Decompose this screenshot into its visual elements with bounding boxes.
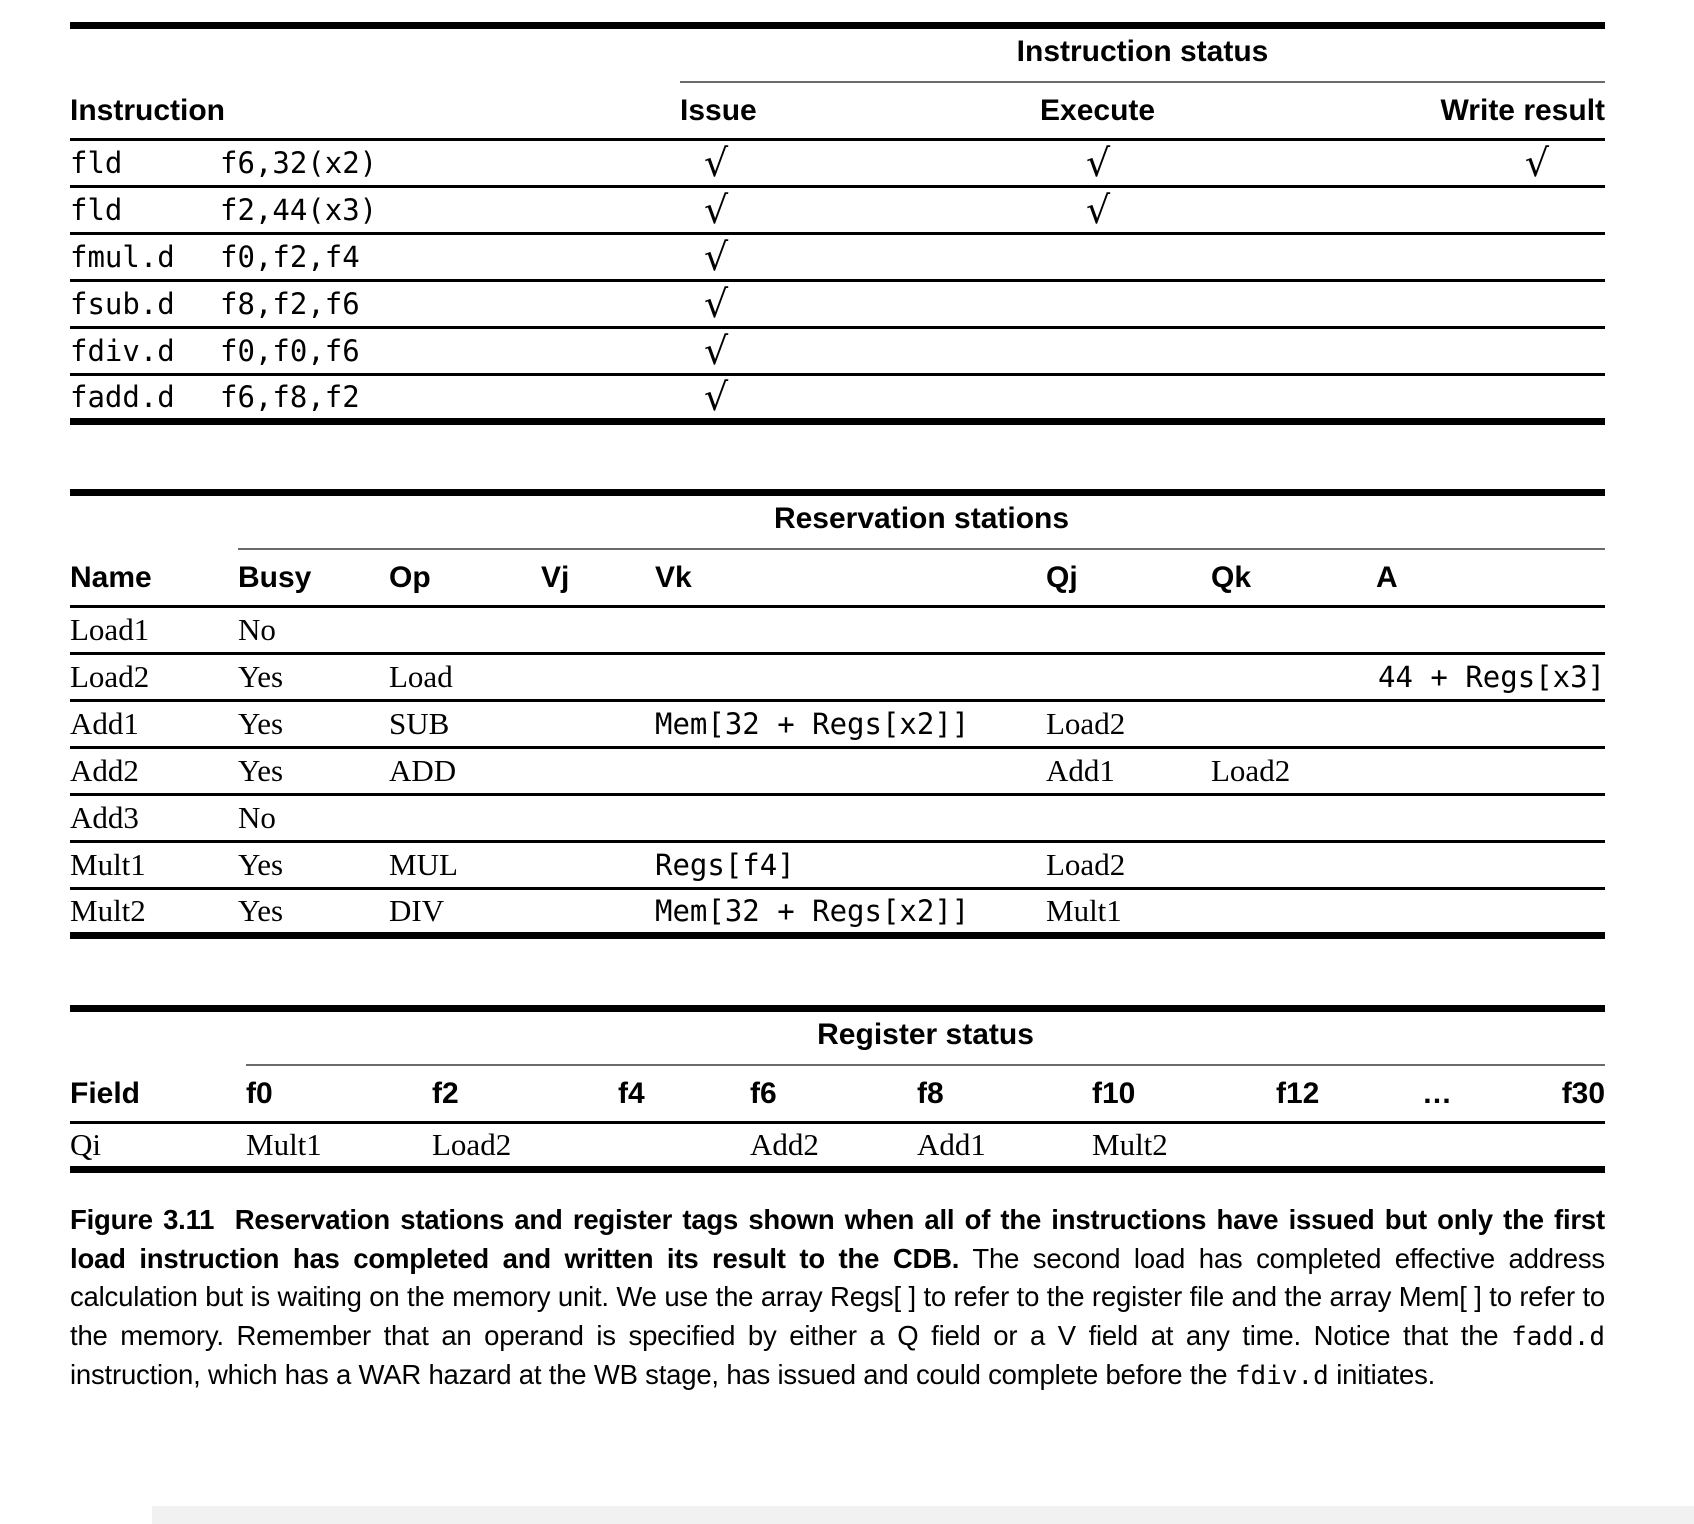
- col-header-vk: Vk: [655, 549, 1046, 607]
- rs-name: Add2: [70, 748, 238, 795]
- figure-content: [70, 0, 1605, 1396]
- execute-checkmark: √: [1040, 187, 1437, 234]
- rs-vk: Regs[f4]: [655, 842, 1046, 889]
- register-status-title: Register status: [246, 1009, 1605, 1065]
- col-header-f8: f8: [917, 1065, 1092, 1123]
- col-header-f2: f2: [432, 1065, 618, 1123]
- rs-qj: Load2: [1046, 701, 1211, 748]
- rs-qj: [1046, 607, 1211, 654]
- rs-busy: No: [238, 795, 389, 842]
- table-row: [70, 234, 1605, 281]
- table-header-row: [70, 1065, 1605, 1123]
- rs-qk: [1211, 607, 1376, 654]
- caption-text-2: instruction, which has a WAR hazard at the WB stage, has issued and could complete before the: [70, 1359, 1228, 1390]
- qi-f0: Mult1: [246, 1123, 432, 1170]
- rs-busy: Yes: [238, 889, 389, 936]
- rs-vj: [541, 701, 655, 748]
- rs-name: Add3: [70, 795, 238, 842]
- issue-checkmark: √: [680, 281, 1040, 328]
- col-header-f12: f12: [1276, 1065, 1422, 1123]
- register-status-table: [70, 1005, 1605, 1173]
- rs-op: Load: [389, 654, 541, 701]
- rs-a: [1376, 607, 1605, 654]
- rs-qj: Mult1: [1046, 889, 1211, 936]
- col-header-write-result: Write result: [1437, 82, 1605, 140]
- table-row: [70, 607, 1605, 654]
- instr-operands: f0,f0,f6: [220, 328, 680, 375]
- instr-operands: f0,f2,f4: [220, 234, 680, 281]
- qi-f12: [1276, 1123, 1422, 1170]
- rs-name: Load2: [70, 654, 238, 701]
- table-title-row: [70, 1009, 1605, 1065]
- rs-vj: [541, 607, 655, 654]
- rs-vj: [541, 842, 655, 889]
- rs-vj: [541, 795, 655, 842]
- table-row: [70, 140, 1605, 187]
- qi-f4: [618, 1123, 750, 1170]
- col-header-qj: Qj: [1046, 549, 1211, 607]
- write-checkmark: √: [1437, 140, 1605, 187]
- rs-vj: [541, 654, 655, 701]
- issue-checkmark: √: [680, 375, 1040, 422]
- table-row: [70, 701, 1605, 748]
- rs-busy: No: [238, 607, 389, 654]
- instr-opcode: fdiv.d: [70, 328, 220, 375]
- rs-a: [1376, 795, 1605, 842]
- qi-f6: Add2: [750, 1123, 917, 1170]
- rs-vk: [655, 748, 1046, 795]
- caption-text-1: The second load has completed effective address calculation but is waiting on the memory unit. We use the array Regs[ ] to refer to the register file and the array Mem[ ] to refer to the memory. Remember that an operand is specified by either a Q field or a V field at any time. Notice that the: [70, 1242, 1605, 1351]
- reservation-stations-title: Reservation stations: [238, 493, 1605, 549]
- instr-opcode: fld: [70, 140, 220, 187]
- reservation-stations-table: [70, 489, 1605, 939]
- rs-qk: Load2: [1211, 748, 1376, 795]
- caption-code-fadd: fadd.d: [1511, 1321, 1605, 1352]
- rs-op: ADD: [389, 748, 541, 795]
- write-checkmark: [1437, 328, 1605, 375]
- qi-f30: [1542, 1123, 1605, 1170]
- col-header-qk: Qk: [1211, 549, 1376, 607]
- col-header-field: Field: [70, 1065, 246, 1123]
- rs-qk: [1211, 701, 1376, 748]
- table-row: [70, 187, 1605, 234]
- instr-opcode: fadd.d: [70, 375, 220, 422]
- table-row: [70, 748, 1605, 795]
- table-row: [70, 375, 1605, 422]
- col-header-execute: Execute: [1040, 82, 1437, 140]
- rs-qj: [1046, 795, 1211, 842]
- rs-a: 44 + Regs[x3]: [1376, 654, 1605, 701]
- rs-name: Mult1: [70, 842, 238, 889]
- rs-qk: [1211, 795, 1376, 842]
- caption-bold-text: Reservation stations and register tags shown when all of the instructions have issued but only the first load instruction has completed and written its result to the CDB.: [70, 1204, 1605, 1274]
- instr-opcode: fld: [70, 187, 220, 234]
- rs-a: [1376, 748, 1605, 795]
- qi-row-label: Qi: [70, 1123, 246, 1170]
- rs-op: MUL: [389, 842, 541, 889]
- table-row: [70, 795, 1605, 842]
- instr-operands: f8,f2,f6: [220, 281, 680, 328]
- col-header-vj: Vj: [541, 549, 655, 607]
- execute-checkmark: [1040, 375, 1437, 422]
- page-edge-shadow: [152, 1506, 1694, 1524]
- instruction-status-table: [70, 22, 1605, 425]
- rs-name: Add1: [70, 701, 238, 748]
- rs-qj: [1046, 654, 1211, 701]
- col-header-f4: f4: [618, 1065, 750, 1123]
- col-header-f30: f30: [1542, 1065, 1605, 1123]
- table-row: [70, 1123, 1605, 1170]
- rs-vk: Mem[32 + Regs[x2]]: [655, 701, 1046, 748]
- instr-opcode: fmul.d: [70, 234, 220, 281]
- table-row: [70, 654, 1605, 701]
- rs-a: [1376, 889, 1605, 936]
- col-header-issue: Issue: [680, 82, 1040, 140]
- execute-checkmark: [1040, 328, 1437, 375]
- write-checkmark: [1437, 281, 1605, 328]
- table-header-row: [70, 82, 1605, 140]
- rs-vk: [655, 654, 1046, 701]
- qi-f8: Add1: [917, 1123, 1092, 1170]
- instr-operands: f2,44(x3): [220, 187, 680, 234]
- table-title-row: [70, 493, 1605, 549]
- col-header-f6: f6: [750, 1065, 917, 1123]
- col-header-op: Op: [389, 549, 541, 607]
- instr-operands: f6,32(x2): [220, 140, 680, 187]
- table-title-row: [70, 26, 1605, 82]
- rs-op: SUB: [389, 701, 541, 748]
- issue-checkmark: √: [680, 140, 1040, 187]
- instr-operands: f6,f8,f2: [220, 375, 680, 422]
- caption-figure-label: Figure 3.11: [70, 1204, 215, 1235]
- execute-checkmark: [1040, 234, 1437, 281]
- qi-f10: Mult2: [1092, 1123, 1276, 1170]
- rs-busy: Yes: [238, 654, 389, 701]
- rs-qk: [1211, 889, 1376, 936]
- rs-vj: [541, 889, 655, 936]
- write-checkmark: [1437, 187, 1605, 234]
- execute-checkmark: [1040, 281, 1437, 328]
- rs-name: Load1: [70, 607, 238, 654]
- caption-code-fdiv: fdiv.d: [1234, 1361, 1329, 1391]
- table-header-row: [70, 549, 1605, 607]
- col-header-ellipsis: …: [1422, 1065, 1542, 1123]
- rs-busy: Yes: [238, 748, 389, 795]
- rs-op: [389, 795, 541, 842]
- col-header-name: Name: [70, 549, 238, 607]
- rs-vk: [655, 795, 1046, 842]
- rs-op: DIV: [389, 889, 541, 936]
- caption-text-3: initiates.: [1336, 1359, 1436, 1390]
- rs-vk: [655, 607, 1046, 654]
- col-header-f10: f10: [1092, 1065, 1276, 1123]
- rs-qj: Add1: [1046, 748, 1211, 795]
- rs-qk: [1211, 654, 1376, 701]
- rs-a: [1376, 842, 1605, 889]
- instruction-status-title: Instruction status: [680, 26, 1605, 82]
- col-header-busy: Busy: [238, 549, 389, 607]
- instr-opcode: fsub.d: [70, 281, 220, 328]
- rs-vj: [541, 748, 655, 795]
- col-header-f0: f0: [246, 1065, 432, 1123]
- issue-checkmark: √: [680, 328, 1040, 375]
- table-row: [70, 889, 1605, 936]
- rs-name: Mult2: [70, 889, 238, 936]
- issue-checkmark: √: [680, 234, 1040, 281]
- col-header-instruction: Instruction: [70, 82, 680, 140]
- table-row: [70, 328, 1605, 375]
- qi-ellipsis: [1422, 1123, 1542, 1170]
- rs-op: [389, 607, 541, 654]
- execute-checkmark: √: [1040, 140, 1437, 187]
- write-checkmark: [1437, 234, 1605, 281]
- table-row: [70, 842, 1605, 889]
- rs-a: [1376, 701, 1605, 748]
- issue-checkmark: √: [680, 187, 1040, 234]
- rs-qj: Load2: [1046, 842, 1211, 889]
- rs-qk: [1211, 842, 1376, 889]
- qi-f2: Load2: [432, 1123, 618, 1170]
- write-checkmark: [1437, 375, 1605, 422]
- rs-vk: Mem[32 + Regs[x2]]: [655, 889, 1046, 936]
- rs-busy: Yes: [238, 701, 389, 748]
- rs-busy: Yes: [238, 842, 389, 889]
- table-row: [70, 281, 1605, 328]
- figure-caption: [70, 1201, 1605, 1396]
- col-header-a: A: [1376, 549, 1605, 607]
